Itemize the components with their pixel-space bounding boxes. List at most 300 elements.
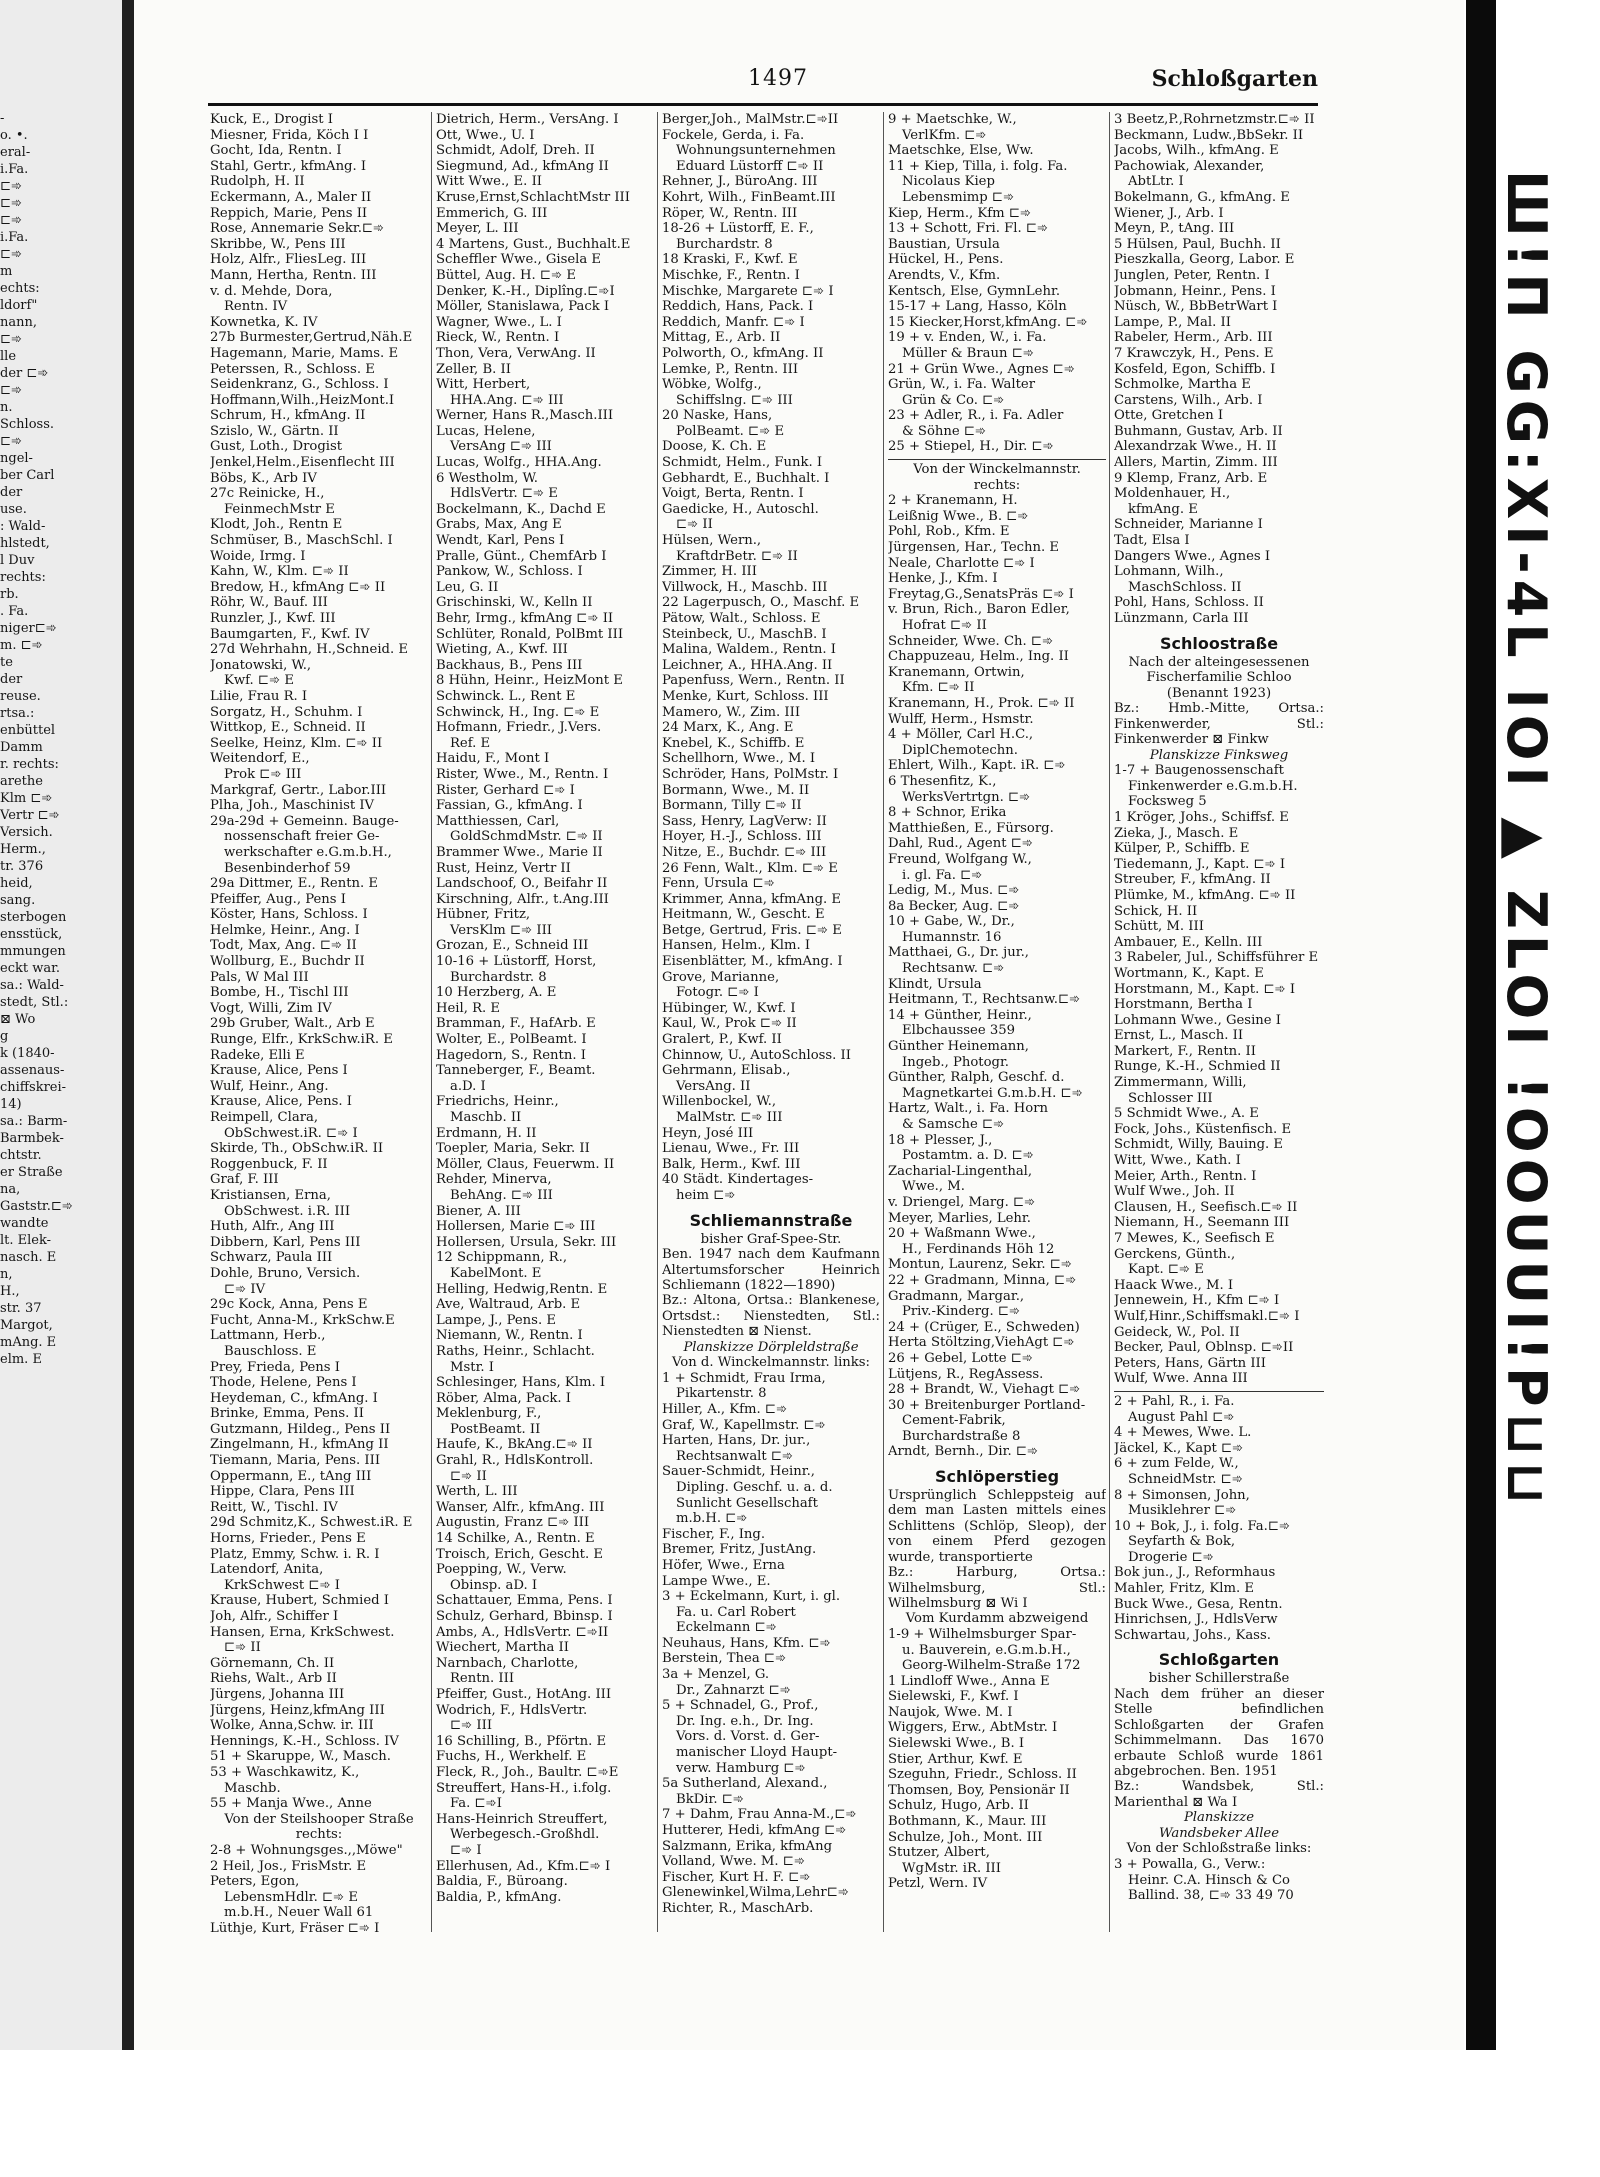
street-direction: rechts: — [973, 477, 1021, 493]
left-fragment: Margot, — [0, 1318, 53, 1333]
directory-entry: Niemann, W., Rentn. I — [436, 1328, 583, 1344]
directory-entry: Kohrt, Wilh., FinBeamt.III — [662, 189, 836, 205]
directory-entry: Jacobs, Wilh., kfmAng. E — [1114, 143, 1279, 159]
directory-entry: Brinke, Emma, Pens. II — [210, 1406, 364, 1422]
directory-entry: Lilie, Frau R. I — [210, 688, 308, 704]
directory-entry: 3 + Powalla, G., Verw.: — [1114, 1857, 1266, 1873]
directory-entry: Graf, F. III — [210, 1172, 279, 1188]
directory-entry: Heitmann, W., Gescht. E — [662, 907, 825, 923]
directory-entry: Raths, Heinr., Schlacht. — [436, 1343, 595, 1359]
directory-entry: 4 Martens, Gust., Buchhalt.E — [436, 236, 631, 252]
directory-entry: Pätow, Walt., Schloss. E — [662, 611, 821, 626]
directory-entry: WerksVertrtgn. ⊏➾ — [902, 789, 1031, 805]
directory-entry: Bothmann, K., Maur. III — [888, 1814, 1047, 1830]
directory-entry: Hückel, H., Pens. — [888, 252, 1004, 268]
directory-entry: Helling, Hedwig,Rentn. E — [436, 1281, 608, 1297]
street-heading: Schloßgarten — [1158, 1650, 1280, 1670]
directory-entry: PostBeamt. II — [450, 1421, 541, 1437]
directory-entry: Pieszkalla, Georg, Labor. E — [1114, 252, 1295, 268]
directory-entry: Petzl, Wern. IV — [888, 1876, 988, 1892]
directory-entry: 3 + Eckelmann, Kurt, i. gl. — [662, 1589, 841, 1605]
directory-entry: Lucas, Helene, — [436, 423, 536, 439]
directory-entry: Grabs, Max, Ang E — [436, 517, 562, 533]
directory-entry: Baldia, P., kfmAng. — [436, 1889, 562, 1905]
directory-entry: Stahl, Gertr., kfmAng. I — [210, 158, 367, 174]
directory-entry: Günther, Ralph, Geschf. d. — [888, 1070, 1065, 1086]
directory-entry: Röhr, W., Bauf. III — [210, 595, 328, 611]
directory-entry: 12 Schippmann, R., — [436, 1250, 568, 1266]
page-header — [208, 62, 1318, 98]
directory-entry: 15 Kiecker,Horst,kfmAng. ⊏➾ — [888, 314, 1088, 330]
directory-entry: Eisenblätter, M., kfmAng. I — [662, 954, 843, 970]
left-fragment: mmungen — [0, 944, 66, 959]
below-page-area — [0, 2050, 1600, 2177]
directory-entry: Hoffmann,Wilh.,HeizMont.I — [210, 392, 395, 408]
directory-entry: werkschafter e.G.m.b.H., — [224, 844, 392, 860]
directory-entry: Hollersen, Ursula, Sekr. III — [436, 1234, 617, 1250]
directory-entry: a.D. I — [450, 1078, 486, 1094]
directory-entry: Focksweg 5 — [1128, 794, 1207, 810]
directory-entry: 29b Gruber, Walt., Arb E — [210, 1016, 375, 1032]
directory-entry: Szeguhn, Friedr., Schloss. II — [888, 1767, 1077, 1783]
directory-entry: Beckmann, Ludw.,BbSekr. II — [1114, 127, 1304, 143]
directory-entry: 55 + Manja Wwe., Anne — [210, 1796, 372, 1812]
directory-entry: Huth, Alfr., Ang III — [210, 1219, 335, 1235]
directory-entry: 20 + Waßmann Wwe., — [888, 1226, 1036, 1242]
left-fragment: Versich. — [0, 825, 53, 840]
directory-entry: Fa. ⊏➾I — [450, 1796, 502, 1812]
directory-entry: 6 Thesenfitz, K., — [888, 773, 997, 789]
directory-entry: Willenbockel, W., — [662, 1094, 777, 1110]
left-fragment: eckt war. — [0, 961, 61, 976]
directory-entry: Eckelmann ⊏➾ — [676, 1620, 777, 1636]
directory-entry: Plha, Joh., Maschinist IV — [210, 798, 375, 814]
directory-entry: 3 Beetz,P.,Rohrnetzmstr.⊏➾ II — [1114, 112, 1315, 127]
directory-entry: Knebel, K., Schiffb. E — [662, 735, 805, 751]
directory-entry: Arendts, V., Kfm. — [888, 267, 1001, 283]
column-5 — [1114, 112, 1324, 1904]
directory-entry: Hinrichsen, J., HdlsVerw — [1114, 1612, 1278, 1628]
directory-entry: Platz, Emmy, Schw. i. R. I — [210, 1546, 380, 1562]
directory-entry: 51 + Skaruppe, W., Masch. — [210, 1749, 391, 1765]
directory-entry: Haidu, F., Mont I — [436, 751, 550, 767]
directory-entry: 6 + zum Felde, W., — [1114, 1456, 1239, 1472]
left-fragment: stedt, Stl.: — [0, 995, 69, 1010]
directory-entry: Skirde, Th., ObSchw.iR. II — [210, 1141, 384, 1157]
directory-entry: Vogt, Willi, Zim IV — [210, 1000, 332, 1016]
directory-entry: Haufe, K., BkAng.⊏➾ II — [436, 1437, 593, 1453]
directory-entry: Jobmann, Heinr., Pens. I — [1114, 283, 1276, 299]
directory-entry: i. gl. Fa. ⊏➾ — [902, 867, 983, 883]
directory-entry: Naujok, Wwe. M. I — [888, 1704, 1013, 1720]
left-fragment: chtstr. — [0, 1148, 42, 1163]
left-fragment: te — [0, 655, 13, 670]
directory-entry: Wwe., M. — [902, 1179, 965, 1195]
directory-entry: Drogerie ⊏➾ — [1128, 1549, 1214, 1565]
directory-entry: Hansen, Helm., Klm. I — [662, 938, 811, 954]
left-fragment: n. — [0, 400, 13, 415]
column-divider — [1109, 112, 1110, 1932]
directory-entry: Schneider, Wwe. Ch. ⊏➾ — [888, 633, 1054, 649]
directory-entry: Gehrmann, Elisab., — [662, 1063, 791, 1079]
directory-entry: heim ⊏➾ — [676, 1187, 736, 1203]
directory-entry: Herta Stöltzing,ViehAgt ⊏➾ — [888, 1335, 1075, 1351]
directory-entry: ⊏➾ I — [450, 1842, 482, 1858]
directory-entry: Gradmann, Margar., — [888, 1288, 1025, 1304]
directory-entry: Nicolaus Kiep — [902, 174, 995, 190]
left-fragment: niger⊏➾ — [0, 621, 57, 636]
column-1 — [210, 112, 428, 1936]
street-heading: Schloostraße — [1159, 633, 1279, 653]
directory-entry: Nitze, E., Buchdr. ⊏➾ III — [662, 844, 827, 860]
column-divider — [883, 112, 884, 1932]
directory-entry: 1-9 + Wilhelmsburger Spar- — [888, 1626, 1077, 1642]
left-fragment: lt. Elek- — [0, 1233, 52, 1248]
directory-entry: Pfeiffer, Gust., HotAng. III — [436, 1686, 612, 1702]
directory-entry: Heyn, José III — [662, 1125, 754, 1141]
directory-entry: Lampe, J., Pens. E — [436, 1312, 556, 1328]
directory-entry: Rehner, J., BüroAng. III — [662, 174, 818, 190]
directory-entry: Rust, Heinz, Vertr II — [436, 860, 571, 876]
directory-entry: 14 + Günther, Heinr., — [888, 1007, 1032, 1023]
directory-entry: Thon, Vera, VerwAng. II — [436, 345, 596, 361]
directory-entry: Ellerhusen, Ad., Kfm.⊏➾ I — [436, 1858, 611, 1874]
directory-entry: VersKlm ⊏➾ III — [450, 922, 552, 938]
directory-entry: Cement-Fabrik, — [902, 1413, 1006, 1429]
left-fragment: ⊏➾ — [0, 179, 22, 194]
directory-entry: Berger,Joh., MalMstr.⊏➾II — [662, 112, 839, 127]
directory-entry: 2 + Pahl, R., i. Fa. — [1114, 1393, 1235, 1409]
street-note: Wandsbeker Allee — [1158, 1825, 1280, 1841]
directory-entry: Külper, P., Schiffb. E — [1114, 841, 1250, 857]
directory-entry: DiplChemotechn. — [902, 742, 1018, 758]
directory-entry: Lohmann, Wilh., — [1114, 564, 1224, 580]
directory-entry: Sorgatz, H., Schuhm. I — [210, 704, 363, 720]
directory-entry: 27d Wehrhahn, H.,Schneid. E — [210, 642, 408, 658]
directory-entry: Elbchaussee 359 — [902, 1023, 1016, 1039]
directory-entry: Runzler, J., Kwf. III — [210, 611, 336, 626]
directory-entry: Hollersen, Marie ⊏➾ III — [436, 1219, 596, 1235]
directory-entry: 23 + Adler, R., i. Fa. Adler — [888, 408, 1064, 424]
directory-entry: Lattmann, Herb., — [210, 1328, 326, 1344]
left-fragment: str. 37 — [0, 1301, 42, 1316]
left-fragment: sterbogen — [0, 910, 67, 925]
directory-entry: Günther Heinemann, — [888, 1039, 1029, 1055]
street-direction: Von der Steilshooper Straße — [224, 1811, 414, 1827]
directory-entry: Oppermann, E., tAng III — [210, 1468, 372, 1484]
directory-entry: Grün, W., i. Fa. Walter — [888, 377, 1036, 393]
directory-entry: Balk, Herm., Kwf. III — [662, 1156, 801, 1172]
directory-entry: 10-16 + Lüstorff, Horst, — [436, 954, 597, 970]
column-divider — [431, 112, 432, 1932]
left-fragment: elm. E — [0, 1352, 42, 1367]
left-fragment: arethe — [0, 774, 43, 789]
left-fragment: Schloss. — [0, 417, 55, 432]
directory-entry: 29d Schmitz,K., Schwest.iR. E — [210, 1515, 413, 1531]
directory-entry: Bauschloss. E — [224, 1343, 317, 1359]
directory-entry: Krause, Alice, Pens. I — [210, 1094, 352, 1110]
directory-entry: Berstein, Thea ⊏➾ — [662, 1651, 787, 1667]
directory-entry: Hans-Heinrich Streuffert, — [436, 1811, 608, 1827]
directory-entry: 18 + Plesser, J., — [888, 1132, 993, 1148]
directory-entry: Chinnow, U., AutoSchloss. II — [662, 1047, 851, 1063]
directory-entry: 4 + Mewes, Wwe. L. — [1114, 1425, 1252, 1441]
directory-entry: Schütt, M. III — [1114, 919, 1204, 935]
directory-entry: VerlKfm. ⊏➾ — [902, 127, 987, 143]
directory-entry: WgMstr. iR. III — [902, 1860, 1001, 1876]
directory-entry: Wittkop, E., Schneid. II — [210, 720, 366, 736]
directory-entry: 53 + Waschkawitz, K., — [210, 1764, 360, 1780]
directory-entry: 10 + Gabe, W., Dr., — [888, 914, 1015, 930]
directory-entry: Werbegesch.-Großhdl. — [450, 1827, 600, 1843]
directory-entry: 26 Fenn, Walt., Klm. ⊏➾ E — [662, 860, 838, 876]
directory-entry: Jäckel, K., Kapt ⊏➾ — [1114, 1440, 1244, 1456]
left-fragment: : Wald- — [0, 519, 46, 534]
directory-entry: Sielewski Wwe., B. I — [888, 1736, 1025, 1752]
directory-entry: Wiechert, Martha II — [436, 1640, 569, 1656]
directory-entry: Carstens, Wilh., Arb. I — [1114, 392, 1263, 408]
directory-entry: Jonatowski, W., — [210, 657, 312, 673]
directory-entry: Tadt, Elsa I — [1114, 533, 1190, 549]
directory-entry: Zeller, B. II — [436, 361, 511, 377]
directory-entry: Gust, Loth., Drogist — [210, 439, 343, 455]
directory-entry: Schiffslng. ⊏➾ III — [676, 392, 793, 408]
directory-entry: Montun, Laurenz, Sekr. ⊏➾ — [888, 1257, 1072, 1273]
left-fragment: der ⊏➾ — [0, 366, 49, 381]
rotated-side-text: Ш!П GG:XI-4L IOI ▲ ZLOI !OOUUI!P⊔⊔ — [1495, 170, 1558, 1511]
directory-entry: Höfer, Wwe., Erna — [662, 1557, 785, 1573]
directory-entry: Baldia, F., Büroang. — [436, 1874, 568, 1890]
left-fragment: Klm ⊏➾ — [0, 791, 53, 806]
directory-entry: Skribbe, W., Pens III — [210, 236, 346, 252]
directory-entry: Werth, L. III — [436, 1484, 518, 1500]
directory-entry: Lienau, Wwe., Fr. III — [662, 1141, 800, 1157]
street-direction: rechts: — [295, 1827, 343, 1843]
directory-entry: 15-17 + Lang, Hasso, Köln — [888, 299, 1067, 315]
left-fragment: chiffskrei- — [0, 1080, 67, 1095]
directory-entry: Mamero, W., Zim. III — [662, 704, 801, 720]
directory-entry: Görnemann, Ch. II — [210, 1655, 335, 1671]
street-note: Ursprünglich Schleppsteig auf dem man Lasten mittels eines Schlittens (Schlöp, Sleop), der von einem Pferd gezogen wurde, transportierte — [888, 1488, 1106, 1565]
directory-entry: Grischinski, W., Kelln II — [436, 595, 593, 611]
directory-entry: Bredow, H., kfmAng ⊏➾ II — [210, 579, 386, 595]
directory-entry: Troisch, Erich, Gescht. E — [436, 1546, 603, 1562]
directory-entry: Pikartenstr. 8 — [676, 1386, 767, 1402]
directory-entry: Stutzer, Albert, — [888, 1845, 990, 1861]
directory-entry: 8 Hühn, Heinr., HeizMont E — [436, 673, 623, 689]
directory-entry: ⊏➾ II — [450, 1468, 487, 1484]
directory-entry: Schwartau, Johs., Kass. — [1114, 1627, 1271, 1643]
directory-entry: Freytag,G.,SenatsPräs ⊏➾ I — [888, 586, 1074, 602]
directory-entry: Todt, Max, Ang. ⊏➾ II — [210, 938, 357, 954]
directory-entry: Ott, Wwe., U. I — [436, 127, 535, 143]
left-fragment: use. — [0, 502, 27, 517]
directory-entry: 7 Krawczyk, H., Pens. E — [1114, 345, 1274, 361]
directory-entry: Pralle, Günt., ChemfArb I — [436, 548, 607, 564]
directory-entry: & Samsche ⊏➾ — [902, 1117, 1005, 1132]
directory-entry: Fleck, R., Joh., Baultr. ⊏➾E — [436, 1764, 619, 1780]
directory-entry: 8a Becker, Aug. ⊏➾ — [888, 898, 1020, 914]
directory-entry: Allers, Martin, Zimm. III — [1114, 455, 1278, 471]
directory-entry: 7 + Dahm, Frau Anna-M.,⊏➾ — [662, 1807, 857, 1823]
directory-entry: Behr, Irmg., kfmAng ⊏➾ II — [436, 611, 614, 626]
directory-entry: Miesner, Frida, Köch I I — [210, 127, 369, 143]
directory-entry: Horstmann, M., Kapt. ⊏➾ I — [1114, 981, 1296, 997]
street-note: Planskizze Finksweg — [1149, 747, 1289, 763]
directory-entry: Peterssen, R., Schloss. E — [210, 361, 375, 377]
directory-entry: Schlesinger, Hans, Klm. I — [436, 1375, 606, 1391]
directory-entry: Heinr. C.A. Hinsch & Co — [1128, 1872, 1290, 1888]
directory-entry: Ingeb., Photogr. — [902, 1054, 1009, 1070]
directory-entry: Ambauer, E., Kelln. III — [1114, 934, 1263, 950]
directory-entry: Mittag, E., Arb. II — [662, 330, 781, 346]
directory-entry: Markgraf, Gertr., Labor.III — [210, 782, 387, 798]
directory-entry: Vors. d. Vorst. d. Ger- — [676, 1729, 820, 1745]
directory-entry: Erdmann, H. II — [436, 1125, 537, 1141]
directory-entry: Dahl, Rud., Agent ⊏➾ — [888, 836, 1033, 852]
left-fragment: r. rechts: — [0, 757, 59, 772]
directory-entry: Emmerich, G. III — [436, 205, 548, 221]
directory-entry: Baumgarten, F., Kwf. IV — [210, 626, 370, 642]
street-direction: Vom Kurdamm abzweigend — [905, 1611, 1089, 1627]
directory-entry: Gebhardt, E., Buchhalt. I — [662, 470, 830, 486]
directory-entry: Nüsch, W., BbBetrWart I — [1114, 299, 1278, 315]
directory-entry: Zingelmann, H., kfmAng II — [210, 1437, 389, 1453]
directory-entry: Wollburg, E., Buchdr II — [210, 954, 365, 970]
directory-entry: BehAng. ⊏➾ III — [450, 1187, 553, 1203]
directory-entry: Schmüser, B., MaschSchl. I — [210, 533, 393, 549]
directory-entry: Ernst, L., Masch. II — [1114, 1028, 1244, 1044]
directory-entry: Wulf, Wwe. Anna III — [1114, 1371, 1248, 1387]
column-divider — [657, 112, 658, 1932]
directory-entry: 1 Lindloff Wwe., Anna E — [888, 1673, 1050, 1689]
left-fragment: der — [0, 485, 23, 500]
left-fragment: tr. 376 — [0, 859, 44, 874]
directory-entry: Rechtsanwalt ⊏➾ — [676, 1448, 794, 1464]
directory-entry: Steinbeck, U., MaschB. I — [662, 626, 827, 642]
directory-entry: u. Bauverein, e.G.m.b.H., — [902, 1642, 1071, 1658]
street-note: Nach dem früher an dieser Stelle befindlichen Schloßgarten der Grafen Schimmelmann. Das 1670 erbaute Schloß wurde 1861 abgebrochen. Ben. 1951 — [1114, 1687, 1324, 1780]
directory-entry: Zimmermann, Willi, — [1114, 1075, 1247, 1091]
directory-entry: Dr. Ing. e.h., Dr. Ing. — [676, 1713, 814, 1729]
directory-entry: Streuffert, Hans-H., i.folg. — [436, 1780, 612, 1796]
directory-entry: 24 + (Crüger, E., Schweden) — [888, 1319, 1080, 1335]
directory-entry: Kahn, W., Klm. ⊏➾ II — [210, 564, 349, 580]
left-fragment: reuse. — [0, 689, 41, 704]
directory-entry: Chappuzeau, Helm., Ing. II — [888, 649, 1069, 665]
left-fragment: heid, — [0, 876, 33, 891]
left-fragment: er Straße — [0, 1165, 63, 1180]
directory-entry: Villwock, H., Maschb. III — [662, 579, 828, 595]
directory-entry: 40 Städt. Kindertages- — [662, 1172, 814, 1188]
directory-entry: Sauer-Schmidt, Heinr., — [662, 1464, 815, 1480]
left-fragment: sa.: Barm- — [0, 1114, 68, 1129]
directory-entry: Böbs, K., Arb IV — [210, 470, 317, 486]
directory-entry: Dietrich, Herm., VersAng. I — [436, 112, 619, 127]
directory-entry: Eckermann, A., Maler II — [210, 189, 372, 205]
directory-entry: Rister, Gerhard ⊏➾ I — [436, 782, 575, 798]
directory-entry: Radeke, Elli E — [210, 1047, 305, 1063]
directory-entry: Hofrat ⊏➾ II — [902, 618, 987, 633]
directory-entry: GoldSchmdMstr. ⊏➾ II — [450, 829, 603, 845]
directory-entry: Eduard Lüstorff ⊏➾ II — [676, 158, 824, 174]
column-2 — [436, 112, 654, 1905]
directory-entry: 10 Herzberg, A. E — [436, 985, 557, 1001]
directory-entry: Wohnungsunternehmen — [676, 143, 836, 159]
directory-entry: Kuck, E., Drogist I — [210, 112, 333, 127]
directory-entry: Schmidt, Helm., Funk. I — [662, 455, 823, 471]
left-fragment: echts: — [0, 281, 40, 296]
directory-entry: Gralert, P., Kwf. II — [662, 1032, 782, 1048]
directory-entry: Wulf Wwe., Joh. II — [1114, 1184, 1235, 1200]
directory-entry: Maschb. — [224, 1780, 281, 1796]
directory-entry: Bormann, Wwe., M. II — [662, 782, 810, 798]
directory-entry: Graf, W., Kapellmstr. ⊏➾ — [662, 1417, 826, 1433]
directory-entry: & Söhne ⊏➾ — [902, 423, 987, 439]
directory-entry: Besenbinderhof 59 — [224, 860, 351, 876]
right-edge-band — [1466, 0, 1496, 2050]
directory-entry: Wanser, Alfr., kfmAng. III — [436, 1499, 605, 1515]
directory-entry: Schrum, H., kfmAng. II — [210, 408, 366, 424]
directory-entry: Junglen, Peter, Rentn. I — [1114, 267, 1270, 283]
directory-entry: Krause, Hubert, Schmied I — [210, 1593, 389, 1609]
directory-entry: Ambs, A., HdlsVertr. ⊏➾II — [436, 1624, 609, 1640]
left-fragment: ⊏➾ — [0, 434, 22, 449]
header-rule — [208, 103, 1318, 106]
left-fragment: rtsa.: — [0, 706, 35, 721]
directory-entry: Tiemann, Maria, Pens. III — [210, 1453, 381, 1469]
street-heading: Schliemannstraße — [689, 1210, 853, 1230]
left-fragment: l Duv — [0, 553, 35, 568]
street-note: Ben. 1947 nach dem Kaufmann Altertumsforscher Heinrich Schliemann (1822—1890) — [662, 1247, 880, 1293]
directory-entry: 28 + Brandt, W., Viehagt ⊏➾ — [888, 1382, 1081, 1398]
directory-entry: Wieting, A., Kwf. III — [436, 642, 568, 658]
directory-entry: Hutterer, Hedi, kfmAng ⊏➾ — [662, 1823, 847, 1838]
directory-entry: PolBeamt. ⊏➾ E — [676, 423, 785, 439]
directory-entry: Burchardstr. 8 — [676, 236, 773, 252]
directory-entry: Doose, K. Ch. E — [662, 439, 767, 455]
directory-entry: Augustin, Franz ⊏➾ III — [436, 1515, 590, 1531]
directory-entry: Buhmann, Gustav, Arb. II — [1114, 423, 1283, 439]
street-note: Bz.: Harburg, Ortsa.: Wilhelmsburg, Stl.: Wilhelmsburg ⊠ Wi I — [888, 1565, 1106, 1611]
directory-entry: Hülsen, Wern., — [662, 533, 762, 549]
directory-entry: Schmolke, Martha E — [1114, 377, 1251, 393]
directory-entry: Ledig, M., Mus. ⊏➾ — [888, 883, 1020, 899]
directory-entry: Mann, Hertha, Rentn. III — [210, 267, 377, 283]
directory-entry: Kaul, W., Prok ⊏➾ II — [662, 1016, 797, 1032]
directory-entry: Köster, Hans, Schloss. I — [210, 907, 368, 923]
left-fragment: rechts: — [0, 570, 46, 585]
directory-entry: Fotogr. ⊏➾ I — [676, 985, 759, 1001]
directory-entry: Schulz, Gerhard, Bbinsp. I — [436, 1609, 613, 1624]
directory-entry: 18-26 + Lüstorff, E. F., — [662, 221, 814, 237]
directory-entry: Priv.-Kinderg. ⊏➾ — [902, 1304, 1021, 1320]
directory-entry: Jürgens, Heinz,kfmAng III — [210, 1702, 385, 1718]
directory-entry: ⊏➾ III — [450, 1718, 493, 1734]
directory-entry: Hoyer, H.-J., Schloss. III — [662, 829, 822, 845]
directory-entry: Zimmer, H. III — [662, 564, 757, 580]
directory-entry: Witt Wwe., E. II — [436, 174, 542, 190]
directory-entry: Bok jun., J., Reformhaus — [1114, 1565, 1276, 1581]
left-fragment: Barmbek- — [0, 1131, 64, 1146]
directory-entry: Müller & Braun ⊏➾ — [902, 345, 1034, 361]
book-gutter — [122, 0, 134, 2050]
directory-entry: Magnetkartei G.m.b.H. ⊏➾ — [902, 1085, 1083, 1101]
directory-entry: Malina, Waldem., Rentn. I — [662, 642, 836, 658]
directory-entry: Hippe, Clara, Pens III — [210, 1484, 355, 1500]
directory-entry: 20 Naske, Hans, — [662, 408, 773, 424]
directory-entry: Prey, Frieda, Pens I — [210, 1359, 340, 1375]
